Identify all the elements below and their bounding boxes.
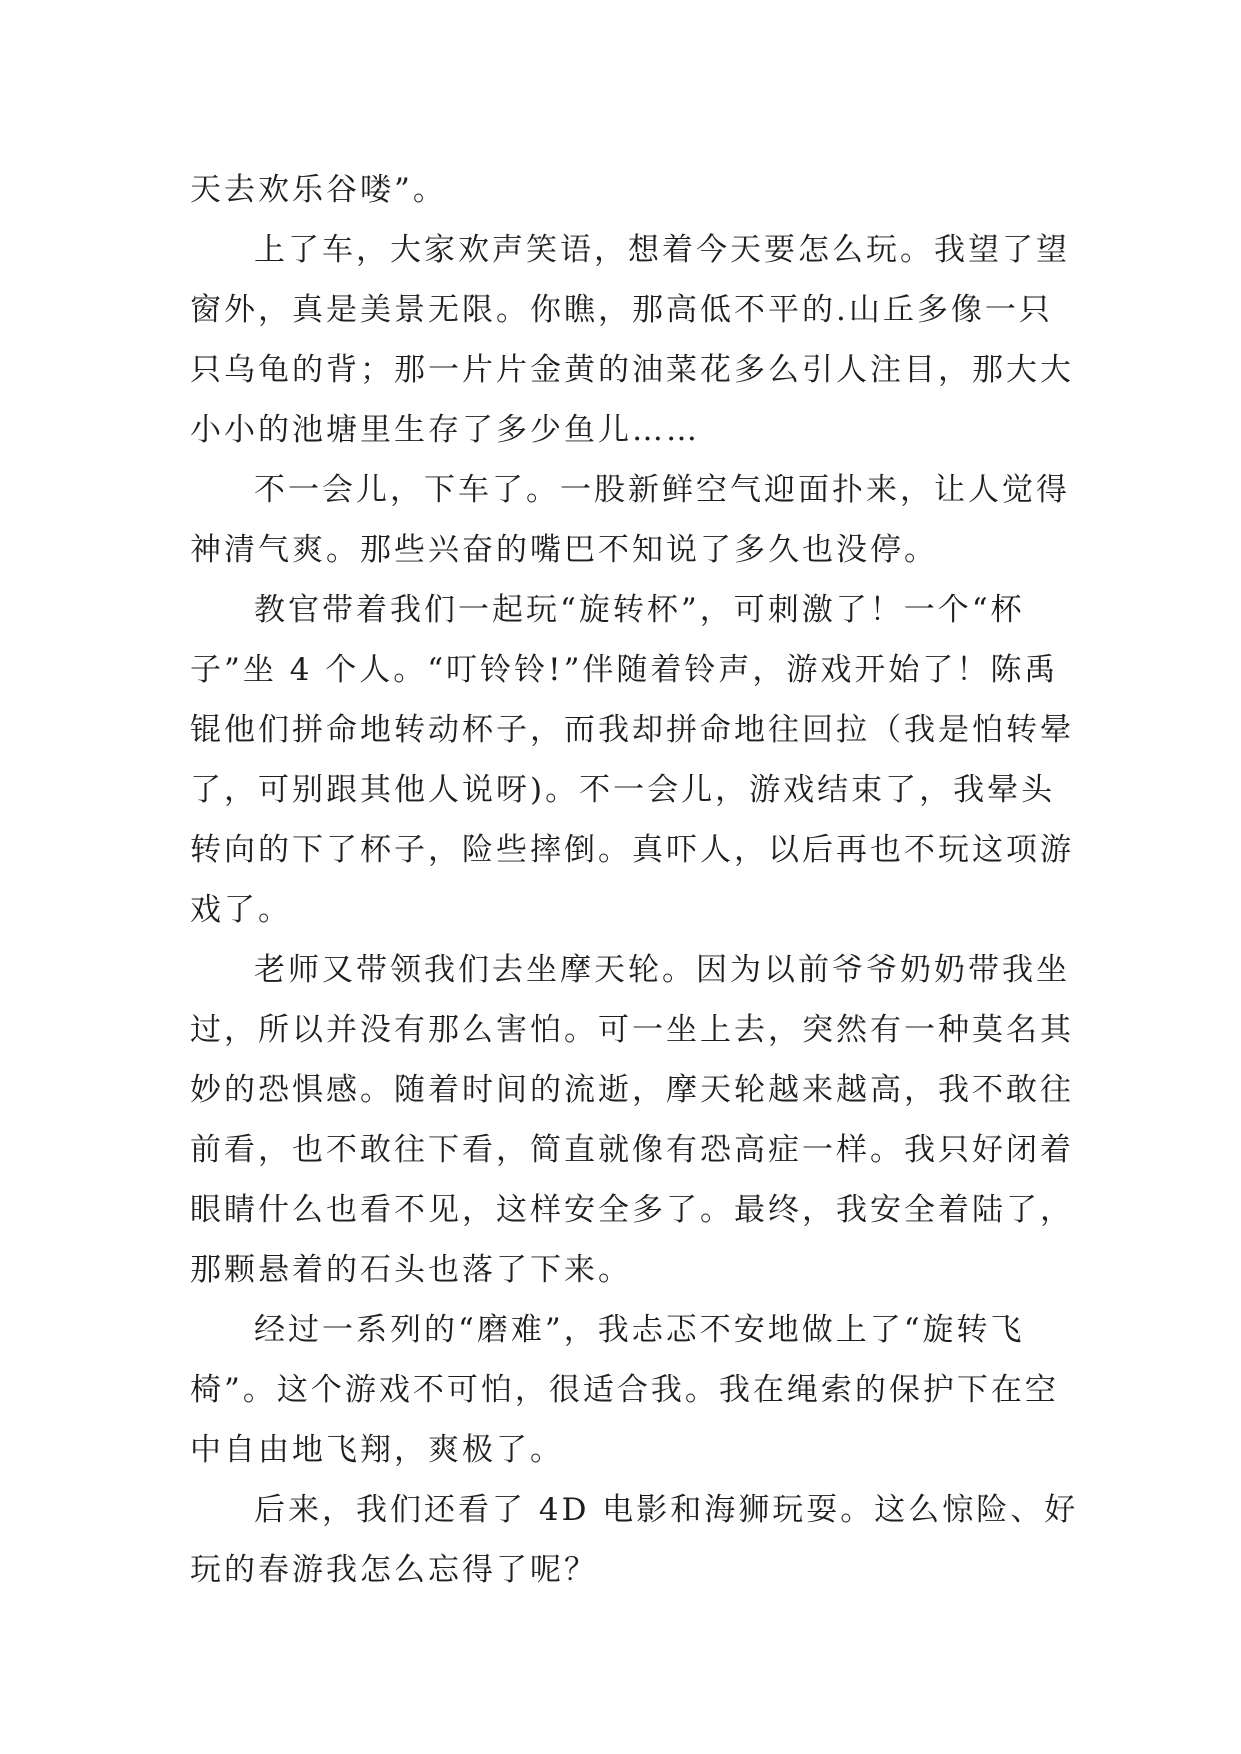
text-line: 眼睛什么也看不见，这样安全多了。最终，我安全着陆了， [190,1192,1074,1228]
text-line: 椅”。这个游戏不可怕，很适合我。我在绳索的保护下在空 [190,1372,1059,1408]
text-line: 戏了。 [190,892,292,928]
text-line: 玩的春游我怎么忘得了呢？ [190,1552,598,1588]
text-line: 了，可别跟其他人说呀)。不一会儿，游戏结束了，我晕头 [190,772,1056,808]
text-line: 妙的恐惧感。随着时间的流逝，摩天轮越来越高，我不敢往 [190,1072,1074,1108]
text-line: 天去欢乐谷喽”。 [190,172,447,208]
text-line: 神清气爽。那些兴奋的嘴巴不知说了多久也没停。 [190,532,938,568]
text-line: 前看，也不敢往下看，简直就像有恐高症一样。我只好闭着 [190,1132,1074,1168]
text-line: 子”坐 4 个人。“叮铃铃!”伴随着铃声，游戏开始了！陈禹 [190,652,1059,688]
text-line: 后来，我们还看了 4D 电影和海狮玩耍。这么惊险、好 [254,1492,1079,1528]
text-line: 老师又带领我们去坐摩天轮。因为以前爷爷奶奶带我坐 [254,952,1070,988]
text-line: 不一会儿，下车了。一股新鲜空气迎面扑来，让人觉得 [254,472,1070,508]
text-line: 上了车，大家欢声笑语，想着今天要怎么玩。我望了望 [254,232,1070,268]
text-line: 过，所以并没有那么害怕。可一坐上去，突然有一种莫名其 [190,1012,1074,1048]
text-line: 窗外，真是美景无限。你瞧，那高低不平的.山丘多像一只 [190,292,1053,328]
document-page [190,160,1079,1600]
text-line: 锟他们拼命地转动杯子，而我却拼命地往回拉（我是怕转晕 [190,712,1074,748]
text-line: 只乌龟的背；那一片片金黄的油菜花多么引人注目，那大大 [190,352,1074,388]
text-line: 转向的下了杯子，险些摔倒。真吓人，以后再也不玩这项游 [190,832,1074,868]
text-line: 中自由地飞翔，爽极了。 [190,1432,564,1468]
text-line: 教官带着我们一起玩“旋转杯”，可刺激了！一个“杯 [254,592,1025,628]
text-line: 那颗悬着的石头也落了下来。 [190,1252,632,1288]
text-line: 经过一系列的“磨难”，我忐忑不安地做上了“旋转飞 [254,1312,1025,1348]
text-line: 小小的池塘里生存了多少鱼儿…… [190,412,700,448]
